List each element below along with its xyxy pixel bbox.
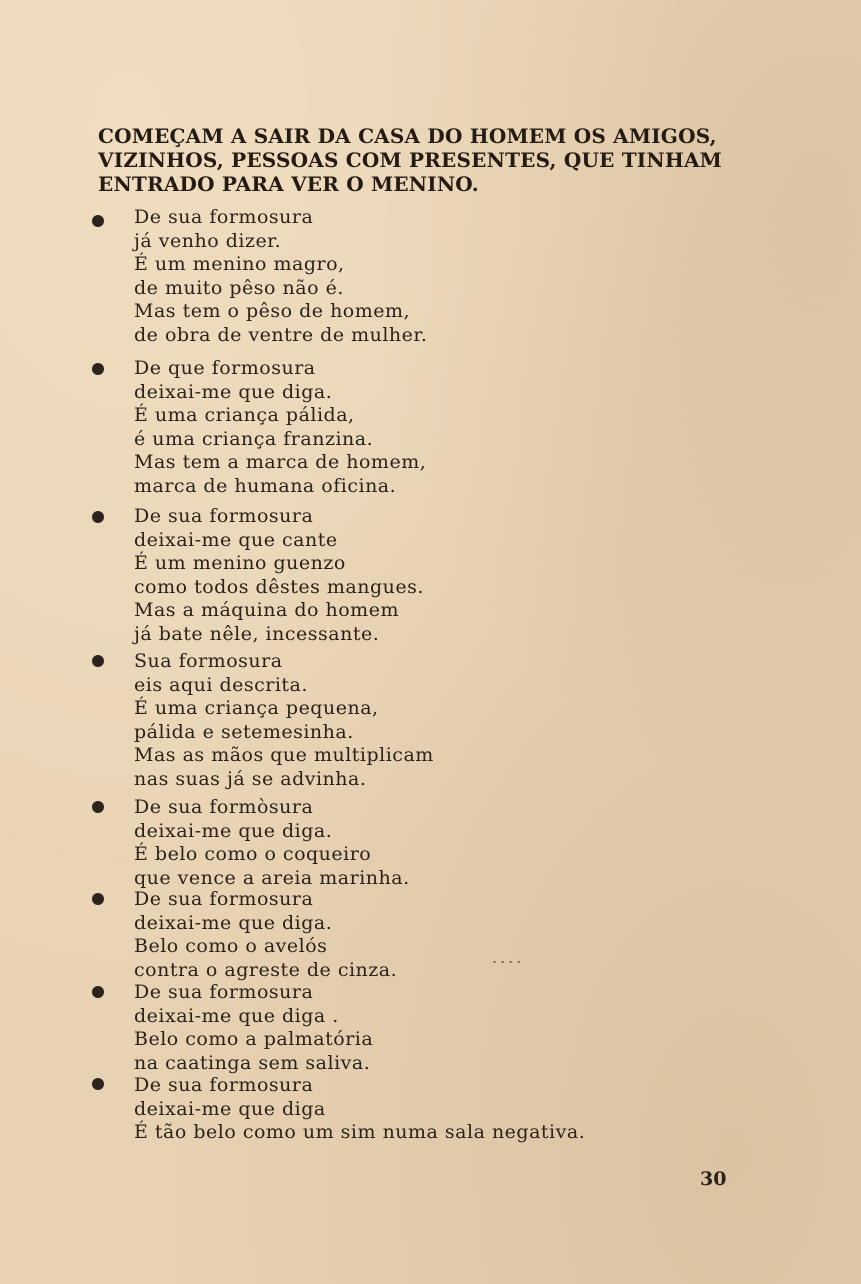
stanza-lines [134,357,426,498]
verse-line: Mas as mãos que multiplicam [134,744,434,766]
verse-line: contra o agreste de cinza. [134,958,398,981]
verse-line: deixai-me que diga. [134,380,333,403]
verse-line: Mas tem o pêso de homem, [134,300,411,322]
verse-line: De sua formosura [134,206,314,228]
bullet-icon [92,801,104,813]
bullet-icon [92,1078,104,1090]
verse-line: deixai-me que diga . [134,1004,339,1027]
verse-line: É tão belo como um sim numa sala negativa. [134,1121,586,1143]
verse-line: É uma criança pálida, [134,404,355,426]
verse-line: eis aqui descrita. [134,673,308,696]
verse-line: De sua formosura [134,981,314,1003]
heading-line: ENTRADO PARA VER O MENINO. [98,172,479,196]
verse-line: Belo como a palmatória [134,1028,374,1050]
stanza-lines [134,888,397,982]
verse-line: que vence a areia marinha. [134,866,410,889]
verse-line: Sua formosura [134,650,283,672]
page-number: 30 [700,1168,727,1190]
verse-line: nas suas já se advinha. [134,767,367,790]
verse-line: deixai-me que diga. [134,819,333,842]
verse-line: marca de humana oficina. [134,474,397,497]
bullet-icon [92,655,104,667]
bullet-icon [92,363,104,375]
stanza-lines [134,981,373,1075]
stanza-lines [134,206,427,347]
stanza-lines [134,1074,585,1145]
verse-line: de obra de ventre de mulher. [134,323,428,346]
verse-line: De sua formosura [134,1074,314,1096]
bullet-icon [92,893,104,905]
verse-line: de muito pêso não é. [134,276,344,299]
verse-line: pálida e setemesinha. [134,720,354,743]
verse-line: É uma criança pequena, [134,697,379,719]
verse-line: na caatinga sem saliva. [134,1051,371,1074]
verse-line: deixai-me que diga. [134,911,333,934]
verse-line: Mas a máquina do homem [134,599,399,621]
stanza-lines [134,505,424,646]
verse-line: como todos dêstes mangues. [134,575,424,598]
verse-line: deixai-me que diga [134,1097,326,1120]
bullet-icon [92,215,104,227]
bullet-icon [92,511,104,523]
stanza-lines [134,796,410,890]
heading-line: COMEÇAM A SAIR DA CASA DO HOMEM OS AMIGOS, [98,124,717,148]
heading-line: VIZINHOS, PESSOAS COM PRESENTES, QUE TINHAM [98,148,723,172]
verse-line: deixai-me que cante [134,528,338,551]
verse-line: De sua formosura [134,888,314,910]
verse-line: já venho dizer. [134,229,282,252]
verse-line: É um menino guenzo [134,552,346,574]
verse-line: É um menino magro, [134,253,345,275]
stanza-lines [134,650,434,791]
verse-line: De sua formosura [134,505,314,527]
verse-line: Mas tem a marca de homem, [134,451,427,473]
verse-line: já bate nêle, incessante. [134,622,380,645]
verse-line: De sua formòsura [134,796,314,818]
stray-mark: .... [492,948,525,967]
verse-line: De que formosura [134,357,316,379]
verse-line: Belo como o avelós [134,935,328,957]
bullet-icon [92,986,104,998]
verse-line: É belo como o coqueiro [134,843,372,865]
verse-line: é uma criança franzina. [134,427,374,450]
stage-direction-heading [98,124,738,196]
